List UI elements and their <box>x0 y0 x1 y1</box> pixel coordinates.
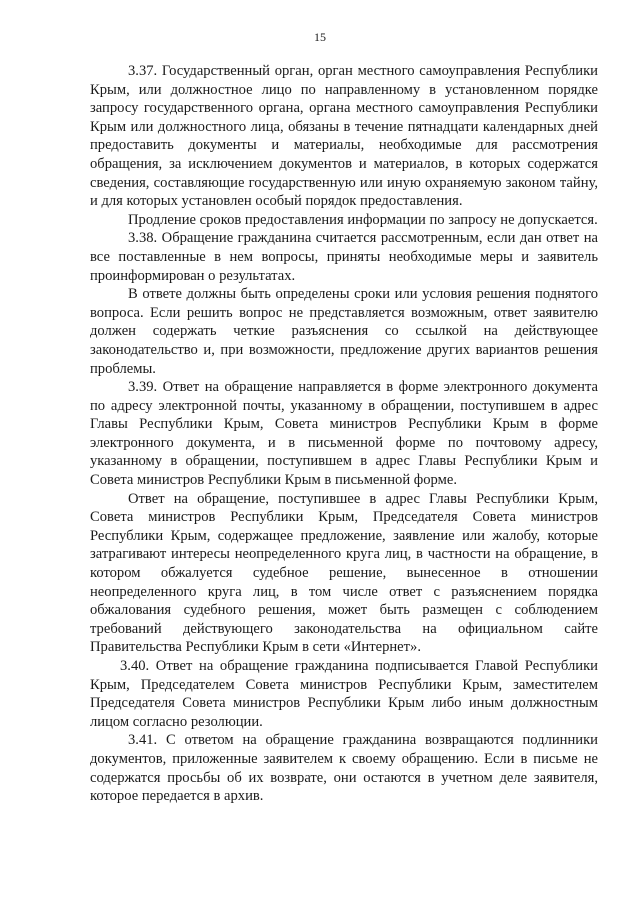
paragraph-3-41: 3.41. С ответом на обращение гражданина возвращаются подлинники документов, приложенные заявителем к своему обращению. Если в письме не содержатся просьбы об их возврате, они остаются в учетном деле заявителя, которое передается в архив. <box>90 732 598 805</box>
document-body <box>90 62 598 806</box>
paragraph-3-38: 3.38. Обращение гражданина считается рассмотренным, если дан ответ на все поставленные в нем вопросы, приняты необходимые меры и заявитель проинформирован о результатах. <box>90 230 598 284</box>
paragraph-3-39: 3.39. Ответ на обращение направляется в форме электронного документа по адресу электронной почты, указанному в обращении, поступившем в адрес Главы Республики Крым, Совета министров Республики Крым в форме электронного документа, и в письменной форме по почтовому адресу, указанному в обращении, поступившем в адрес Главы Республики Крым и Совета министров Республики Крым в письменной форме. <box>90 379 598 489</box>
paragraph-answer-terms: В ответе должны быть определены сроки или условия решения поднятого вопроса. Если решить вопрос не представляется возможным, ответ заявителю должен содержать четкие разъяснения со ссылкой на действующее законодательство и, при возможности, предложение других вариантов решения проблемы. <box>90 286 598 377</box>
paragraph-extension-note: Продление сроков предоставления информации по запросу не допускается. <box>128 211 598 228</box>
paragraph-3-40: 3.40. Ответ на обращение гражданина подписывается Главой Республики Крым, Председателем Совета министров Республики Крым, заместителем Председателя Совета министров Республики Крым либо иным должностным лицом согласно резолюции. <box>90 658 598 730</box>
paragraph-answer-publication: Ответ на обращение, поступившее в адрес Главы Республики Крым, Совета министров Республики Крым, Председателя Совета министров Республики Крым, содержащее предложение, заявление или жалобу, которые затрагивают интересы неопределенного круга лиц, в частности на обращение, в котором обжалуется судебное решение, вынесенное в отношении неопределенного круга лиц, в том числе ответ с разъяснением порядка обжалования судебного решения, может быть размещен с соблюдением требований действующего законодательства на официальном сайте Правительства Республики Крым в сети «Интернет». <box>90 490 598 656</box>
page-number: 15 <box>314 30 326 44</box>
paragraph-3-37: 3.37. Государственный орган, орган местного самоуправления Республики Крым, или должностное лицо по направленному в установленном порядке запросу государственного органа, органа местного самоуправления Республики Крым или должностного лица, обязаны в течение пятнадцати календарных дней предоставить документы и материалы, необходимые для рассмотрения обращения, за исключением документов и материалов, в которых содержатся сведения, составляющие государственную или иную охраняемую законом тайну, и для которых установлен особый порядок предоставления. <box>90 63 598 210</box>
